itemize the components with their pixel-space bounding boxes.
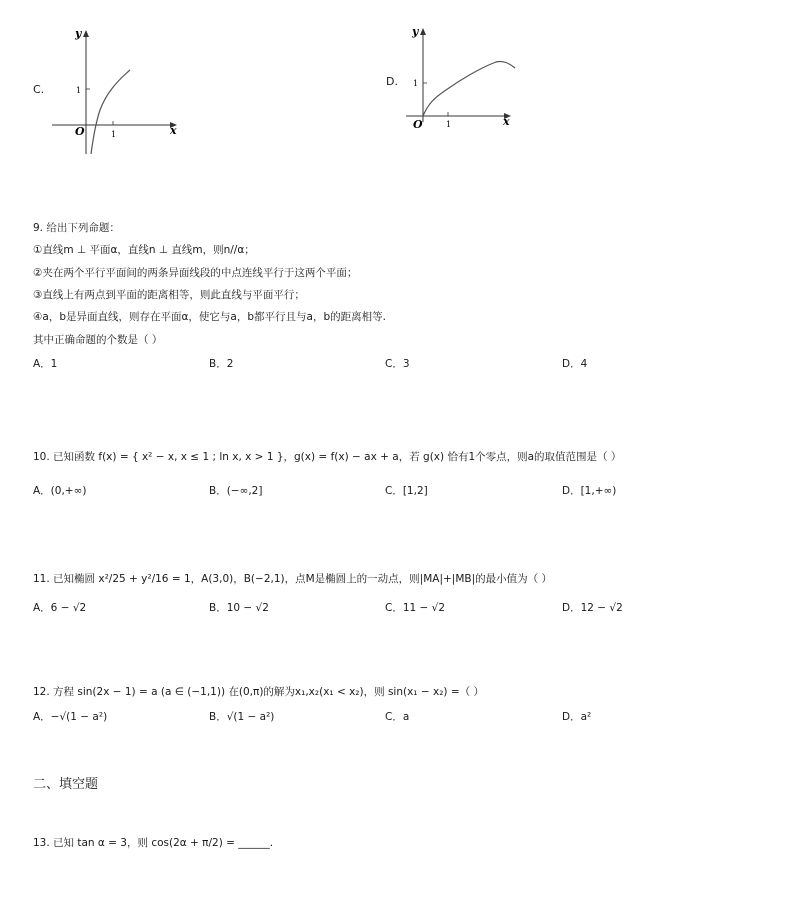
q12-option-c[interactable]: C．a [385,711,410,723]
graph-c-curve [91,70,130,154]
graph-d [398,22,528,134]
graph-d-axis-y: y [412,25,419,38]
q10-option-c[interactable]: C．[1,2] [385,485,428,497]
graph-c-tick-x: 1 [111,130,117,139]
q10-option-d[interactable]: D．[1,+∞) [562,485,617,497]
q13-stem: 13. 已知 tan α = 3，则 cos(2α + π/2) = ______. [33,837,274,849]
q9-option-a[interactable]: A．1 [33,358,58,370]
q11-option-a[interactable]: A．6 − √2 [33,602,87,614]
q12-option-d[interactable]: D．a² [562,711,592,723]
q11-option-d[interactable]: D．12 − √2 [562,602,623,614]
graph-c-axis-x: x [170,124,177,137]
q9-item-3: ③直线上有两点到平面的距离相等，则此直线与平面平行； [33,289,305,301]
graph-c-axis-y: y [75,27,82,40]
q12-option-b[interactable]: B．√(1 − a²) [209,711,275,723]
q9-item-4: ④a，b是异面直线，则存在平面α，使它与a，b都平行且与a，b的距离相等. [33,311,386,323]
q10-option-a[interactable]: A．(0,+∞) [33,485,87,497]
graph-d-tick-x: 1 [446,120,452,129]
q10-stem: 10. 已知函数 f(x) = { x² − x, x ≤ 1 ; ln x, x > 1 }，g(x) = f(x) − ax + a，若 g(x) 恰有1个零点，则a的取值范围是（ ） [33,451,622,463]
section-heading: 二、填空题 [33,777,99,792]
graph-d-tick-y: 1 [413,79,419,88]
graph-c-origin: O [75,125,85,138]
graph-d-y-arrow [420,28,426,35]
graph-c [44,24,194,159]
q9-item-2: ②夹在两个平行平面间的两条异面线段的中点连线平行于这两个平面； [33,267,358,279]
q9-item-1: ①直线m ⊥ 平面α，直线n ⊥ 直线m，则n//α； [33,244,255,256]
q12-stem: 12. 方程 sin(2x − 1) = a (a ∈ (−1,1)) 在(0,π)的解为x₁,x₂(x₁ < x₂)，则 sin(x₁ − x₂) =（ ） [33,686,484,698]
graph-d-axis-x: x [503,115,510,128]
q10-option-b[interactable]: B．(−∞,2] [209,485,263,497]
graph-c-label: C. [33,83,45,96]
graph-d-curve [423,61,515,116]
q9-option-d[interactable]: D．4 [562,358,588,370]
graph-c-tick-y: 1 [76,86,82,95]
graph-c-y-arrow [83,30,89,37]
q11-stem: 11. 已知椭圆 x²/25 + y²/16 = 1，A(3,0)，B(−2,1)，点M是椭圆上的一动点，则|MA|+|MB|的最小值为（ ） [33,573,552,585]
q9-question: 其中正确命题的个数是（ ） [33,334,163,346]
graph-d-label: D. [386,75,398,88]
q9-option-c[interactable]: C．3 [385,358,410,370]
q11-option-c[interactable]: C．11 − √2 [385,602,446,614]
q12-option-a[interactable]: A．−√(1 − a²) [33,711,108,723]
q11-option-b[interactable]: B．10 − √2 [209,602,269,614]
q9-option-b[interactable]: B．2 [209,358,234,370]
graph-d-origin: O [413,118,423,131]
q9-stem: 9. 给出下列命题： [33,222,120,234]
